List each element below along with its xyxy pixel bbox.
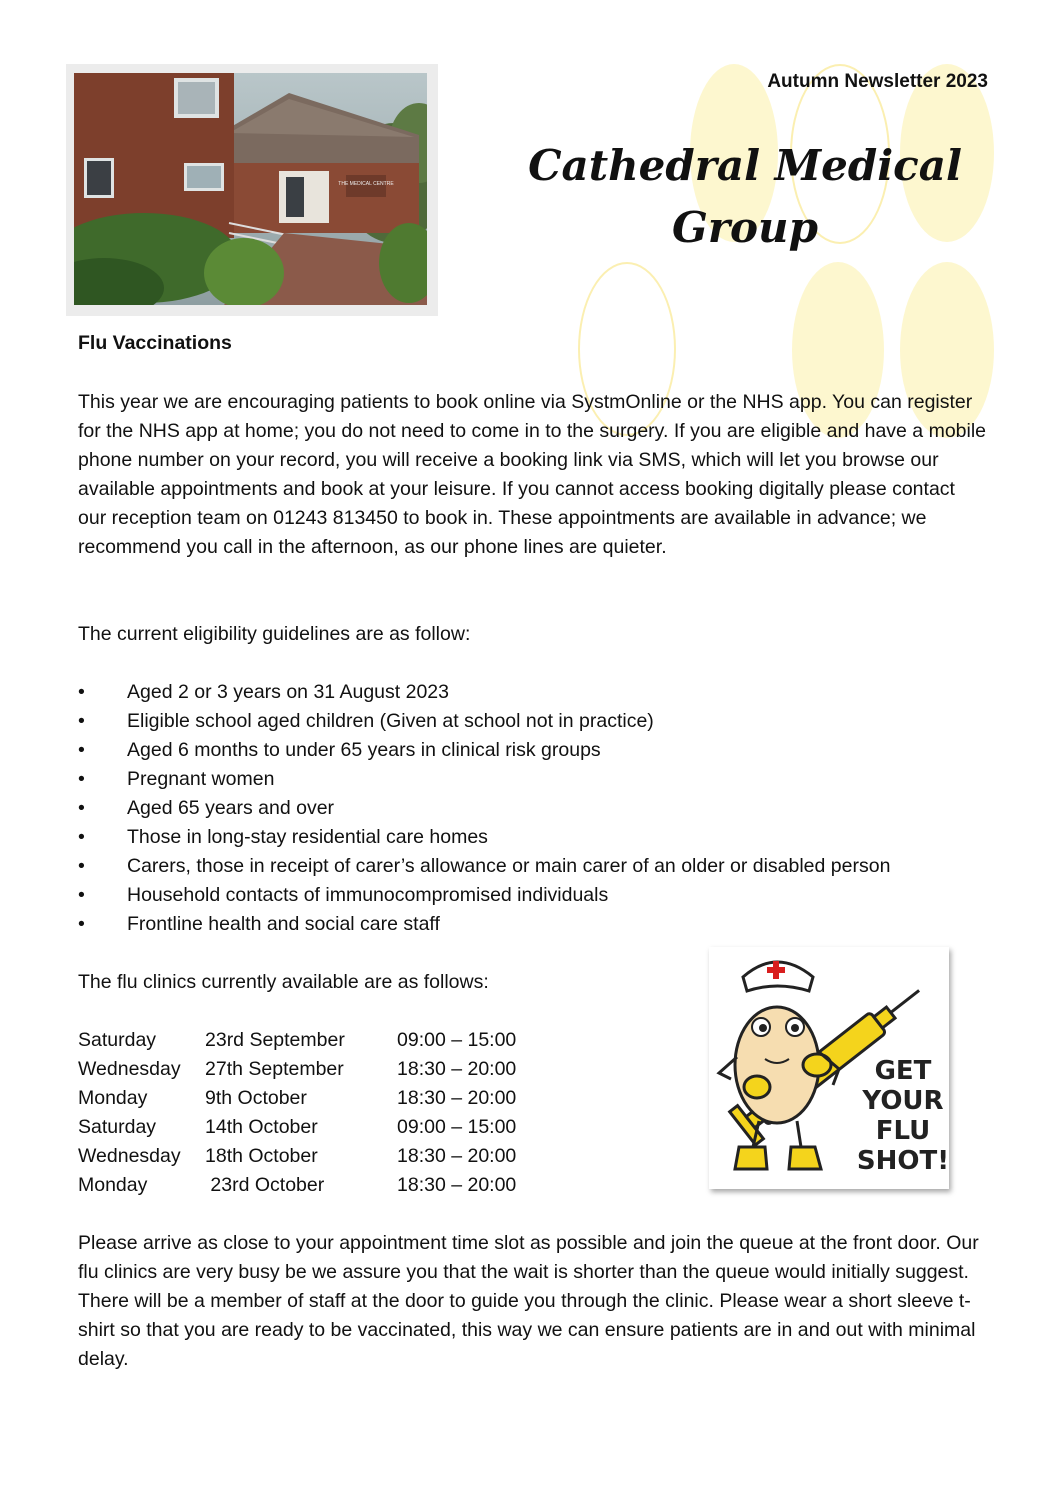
clinics-intro: The flu clinics currently available are as follows:	[78, 971, 489, 993]
clinic-date: 9th October	[205, 1087, 307, 1109]
bullet-icon: •	[78, 913, 85, 935]
bullet-icon: •	[78, 739, 85, 761]
clinic-date: 23rd September	[205, 1029, 345, 1051]
flu-shot-line1: GET	[874, 1056, 932, 1086]
medical-centre-photo-illustration	[74, 73, 427, 305]
clinic-date: 18th October	[205, 1145, 318, 1167]
building-sign-text: THE MEDICAL CENTRE	[338, 181, 394, 187]
clinic-time: 18:30 – 20:00	[397, 1174, 517, 1196]
list-item: • Carers, those in receipt of carer’s allowance or main carer of an older or disabled person	[78, 852, 890, 881]
clinic-time: 09:00 – 15:00	[397, 1116, 517, 1138]
practice-title-line2: Group	[672, 203, 818, 252]
practice-title-line1: Cathedral Medical	[528, 141, 962, 190]
bullet-icon: •	[78, 826, 85, 848]
list-item: • Aged 65 years and over	[78, 794, 890, 823]
clinic-day: Saturday	[78, 1029, 157, 1051]
clinic-time: 09:00 – 15:00	[397, 1029, 517, 1051]
clinic-time: 18:30 – 20:00	[397, 1145, 517, 1167]
clinic-date: 14th October	[205, 1116, 318, 1138]
flu-shot-line2: YOUR	[862, 1086, 944, 1116]
bullet-icon: •	[78, 797, 85, 819]
flu-shot-line3: FLU	[875, 1116, 931, 1146]
list-item: • Pregnant women	[78, 765, 890, 794]
eligibility-intro: The current eligibility guidelines are as follow:	[78, 623, 471, 645]
bullet-icon: •	[78, 884, 85, 906]
clinic-day: Saturday	[78, 1116, 157, 1138]
clinic-time: 18:30 – 20:00	[397, 1087, 517, 1109]
list-item: • Frontline health and social care staff	[78, 910, 890, 939]
clinic-day: Monday	[78, 1174, 148, 1196]
practice-title	[520, 135, 970, 259]
photo-frame	[66, 64, 438, 316]
bullet-icon: •	[78, 710, 85, 732]
clinic-day: Wednesday	[78, 1058, 181, 1080]
intro-paragraph: This year we are encouraging patients to book online via SystmOnline or the NHS app. You can register for the NHS app at home; you do not need to come in to the surgery. If you are eligible and have a mobile phone number on your record, you will receive a booking link via SMS, which will let you browse our available appointments and book at your leisure. If you cannot access booking digitally please contact our reception team on 01243 813450 to book in. These appointments are available in advance; we recommend you call in the afternoon, as our phone lines are quieter.	[78, 391, 987, 558]
clinic-day: Monday	[78, 1087, 148, 1109]
clinic-time: 18:30 – 20:00	[397, 1058, 517, 1080]
closing-paragraph: Please arrive as close to your appointment time slot as possible and join the queue at the front door. Our flu clinics are very busy be we assure you that the wait is shorter than the queue would initially suggest. There will be a member of staff at the door to guide you through the clinic. Please wear a short sleeve t-shirt so that you are ready to be vaccinated, this way we can ensure patients are in and out with minimal delay.	[78, 1232, 979, 1370]
egg-nurse-illustration	[709, 947, 949, 1189]
medical-centre-photo	[74, 73, 427, 305]
clinic-date: 27th September	[205, 1058, 344, 1080]
eligibility-list	[78, 678, 890, 939]
bullet-icon: •	[78, 768, 85, 790]
list-item: • Those in long-stay residential care homes	[78, 823, 890, 852]
section-title: Flu Vaccinations	[78, 332, 232, 354]
clinic-date: 23rd October	[205, 1174, 325, 1196]
clinic-day: Wednesday	[78, 1145, 181, 1167]
flu-shot-line4: SHOT!	[856, 1146, 949, 1176]
flu-shot-graphic	[709, 947, 949, 1189]
list-item: • Household contacts of immunocompromised individuals	[78, 881, 890, 910]
newsletter-edition: Autumn Newsletter 2023	[767, 71, 988, 92]
list-item: • Eligible school aged children (Given at school not in practice)	[78, 707, 890, 736]
list-item: • Aged 2 or 3 years on 31 August 2023	[78, 678, 890, 707]
bullet-icon: •	[78, 681, 85, 703]
list-item: • Aged 6 months to under 65 years in clinical risk groups	[78, 736, 890, 765]
bullet-icon: •	[78, 855, 85, 877]
